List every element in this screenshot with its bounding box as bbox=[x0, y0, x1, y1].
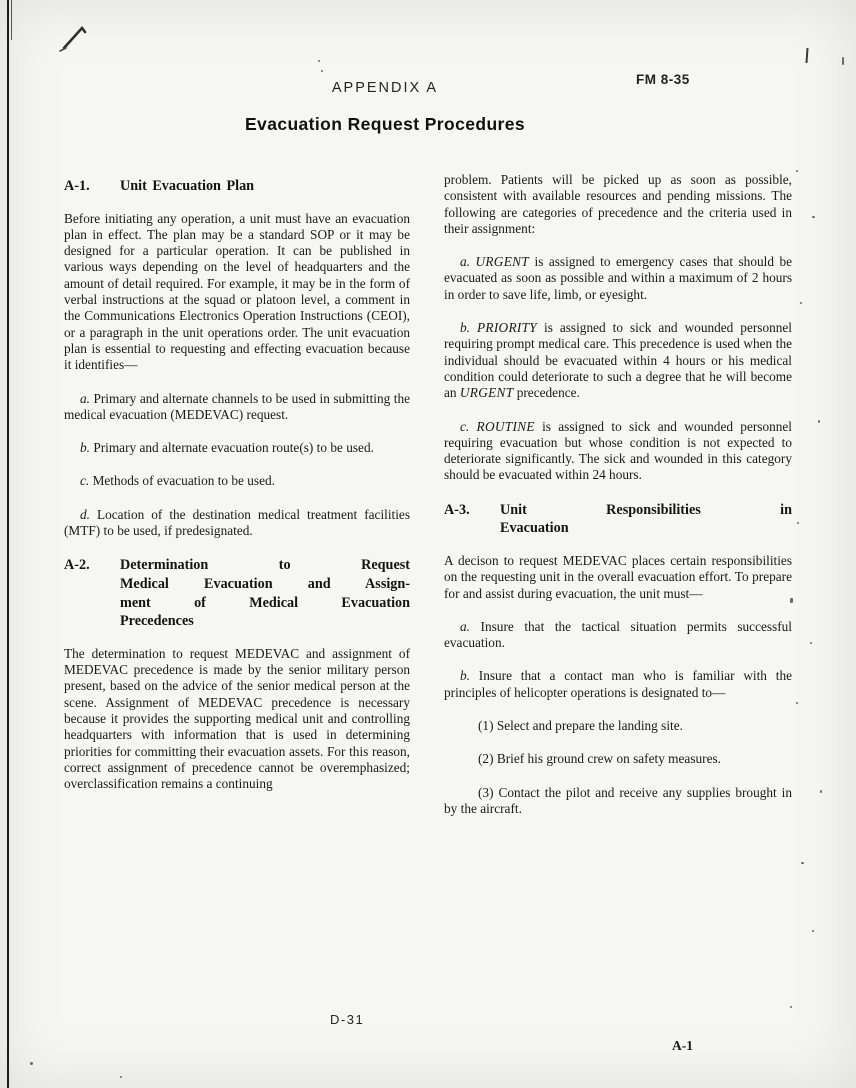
item-label: c. bbox=[80, 473, 90, 489]
subitem-label: (3) bbox=[478, 784, 494, 800]
manual-number: FM 8-35 bbox=[636, 72, 690, 87]
appendix-label: APPENDIX A bbox=[331, 80, 439, 96]
scan-speck bbox=[797, 522, 799, 524]
list-item-a3-a bbox=[444, 619, 792, 652]
section-a1-heading bbox=[64, 177, 410, 196]
list-item-a3-b bbox=[444, 668, 792, 701]
scan-speck bbox=[318, 60, 320, 62]
heading-line: Determination to Request bbox=[120, 557, 410, 574]
item-text: Brief his ground crew on safety measures. bbox=[496, 751, 721, 767]
scan-speck bbox=[796, 702, 798, 704]
precedence-keyword: URGENT bbox=[459, 385, 514, 401]
scan-speck bbox=[796, 170, 798, 172]
item-text: Location of the destination medical treatment facilities (MTF) to be used, if predesignated. bbox=[64, 506, 411, 539]
section-a2-number: A-2. bbox=[64, 557, 90, 574]
section-a2-title bbox=[120, 556, 410, 630]
precedence-item-urgent bbox=[444, 254, 792, 303]
scan-speck bbox=[812, 930, 814, 932]
precedence-keyword: URGENT bbox=[475, 254, 529, 270]
section-a1-number: A-1. bbox=[64, 178, 90, 194]
item-label: b. bbox=[460, 668, 470, 684]
item-label: b. bbox=[80, 440, 90, 456]
scan-speck bbox=[120, 1076, 122, 1078]
scan-speck bbox=[820, 790, 822, 793]
section-a2-heading bbox=[64, 556, 410, 630]
scan-edge-line-short bbox=[11, 0, 12, 40]
item-label: a. bbox=[80, 390, 90, 406]
section-a1-intro-paragraph: Before initiating any operation, a unit must have an evacuation plan in effect. The plan may be a standard SOP or it may be designed for a particular operation. It can be published in various ways depending on the level of headquarters and the amount of detail required. For example, it may be in the form of verbal instructions at the squad or platoon level, a comment in the Communications Electronics Operation Instructions (CEOI), or a paragraph in the unit operations order. The unit evacuation plan is essential to requesting and effecting evacuation because it identifies— bbox=[64, 210, 410, 373]
precedence-keyword: PRIORITY bbox=[476, 320, 537, 336]
item-text: Primary and alternate evacuation route(s) to be used. bbox=[93, 440, 374, 456]
item-label: a. bbox=[460, 254, 470, 270]
item-text: is assigned to emergency cases that should be evacuated as soon as possible and within a maximum of 2 hours in order to save life, limb, or eyesight. bbox=[444, 254, 793, 302]
item-text: precedence. bbox=[516, 385, 580, 401]
item-label: c. bbox=[460, 418, 470, 434]
footer-page-number-center: D-31 bbox=[330, 1012, 365, 1027]
item-text: is assigned to sick and wounded personnel requiring prompt medical care. This precedence is used when the individual should be evacuated within 4 hours or his medical condition could deteriorate to such a degree that he will become an bbox=[444, 320, 793, 401]
scan-speck bbox=[801, 862, 804, 864]
item-text: Insure that the tactical situation permits successful evacuation. bbox=[444, 618, 793, 651]
scan-speck bbox=[790, 1006, 792, 1008]
section-a3-number: A-3. bbox=[444, 501, 470, 518]
precedence-keyword: ROUTINE bbox=[476, 418, 535, 434]
document-body bbox=[64, 172, 792, 817]
item-label: b. bbox=[460, 320, 470, 336]
section-a3-intro-paragraph: A decison to request MEDEVAC places certain responsibilities on the requesting unit in the overall evacuation effort. To prepare for and assist during evacuation, the unit must— bbox=[444, 552, 792, 601]
precedence-item-routine bbox=[444, 419, 792, 484]
precedence-item-priority bbox=[444, 320, 792, 401]
left-column bbox=[64, 172, 410, 817]
section-a3-title bbox=[500, 501, 792, 538]
section-a2-body-paragraph: The determination to request MEDEVAC and assignment of MEDEVAC precedence is made by the senior military person present, based on the advice of the senior medical person at the scene. Assignment of MEDEVAC precedence is necessary because it provides the supporting medical unit and controlling headquarters with information that is used in determining priorities for committing their evacuation assets. For this reason, correct assignment of precedence cannot be overemphasized; overclassification remains a continuing bbox=[64, 645, 410, 792]
scan-edge-line bbox=[7, 0, 9, 1088]
list-item-a1-c bbox=[64, 473, 410, 489]
heading-line: Medical Evacuation and Assign- bbox=[120, 575, 410, 592]
page-title: Evacuation Request Procedures bbox=[244, 114, 526, 134]
heading-line: Evacuation bbox=[500, 520, 569, 537]
scan-speck bbox=[842, 57, 844, 65]
scan-speck bbox=[321, 70, 323, 72]
item-text: Primary and alternate channels to be used in submitting the medical evacuation (MEDEVAC) request. bbox=[64, 390, 411, 422]
scan-speck bbox=[812, 216, 815, 218]
sublist-item-2 bbox=[444, 751, 792, 767]
scan-tick-mark bbox=[805, 48, 808, 63]
item-text: Insure that a contact man who is familiar with the principles of helicopter operations is designated to— bbox=[444, 668, 792, 700]
heading-line: ment of Medical Evacuation bbox=[120, 594, 410, 611]
item-text: Contact the pilot and receive any supplies brought in by the aircraft. bbox=[444, 784, 792, 816]
footer-page-number-right: A-1 bbox=[672, 1038, 693, 1053]
list-item-a1-b bbox=[64, 440, 410, 456]
item-text: Select and prepare the landing site. bbox=[496, 718, 683, 734]
item-label: d. bbox=[80, 506, 90, 522]
item-label: a. bbox=[460, 618, 470, 634]
scan-speck bbox=[818, 420, 820, 423]
section-a3-heading bbox=[444, 501, 792, 538]
sublist-item-3 bbox=[444, 785, 792, 818]
subitem-label: (1) bbox=[478, 718, 494, 734]
subitem-label: (2) bbox=[478, 751, 494, 767]
item-text: is assigned to sick and wounded personnel requiring evacuation but whose condition is not expected to deteriorate significantly. The sick and wounded in this category should be evacuated within 24 hours. bbox=[444, 418, 793, 483]
scan-speck bbox=[30, 1062, 33, 1065]
section-a1-title: Unit Evacuation Plan bbox=[120, 178, 255, 194]
sublist-item-1 bbox=[444, 718, 792, 734]
heading-line: Precedences bbox=[120, 613, 194, 630]
scan-speck bbox=[800, 302, 802, 304]
right-column bbox=[444, 172, 792, 817]
scan-speck bbox=[810, 642, 812, 644]
continuation-paragraph: problem. Patients will be picked up as soon as possible, consistent with available resources and pending missions. The following are categories of precedence and the criteria used in their assignment: bbox=[444, 172, 792, 236]
pen-mark bbox=[58, 18, 106, 54]
list-item-a1-a bbox=[64, 391, 410, 424]
list-item-a1-d bbox=[64, 507, 410, 540]
item-text: Methods of evacuation to be used. bbox=[92, 473, 275, 489]
heading-line: Unit Responsibilities in bbox=[500, 501, 792, 518]
